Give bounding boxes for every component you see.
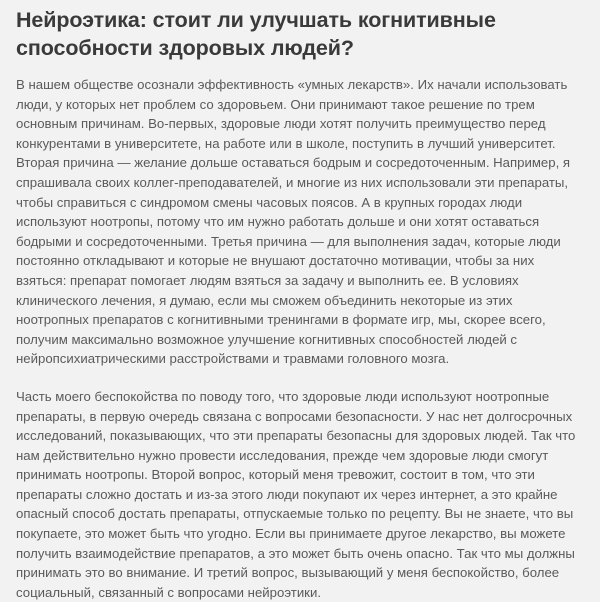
article-paragraph-1: В нашем обществе осознали эффективность «умных лекарств». Их начали использовать люди, у которых нет проблем со здоровьем. Они принимают такое решение по трем основным причинам. Во-первых, здоровые люди хотят получить преимущество перед конкурентами в университете, на работе или в школе, поступить в лучший университет. Вторая причина — желание дольше оставаться бодрым и сосредоточенным. Например, я спрашивала своих коллег-преподавателей, и многие из них использовали эти препараты, чтобы справиться с синдромом смены часовых поясов. А в крупных городах люди используют ноотропы, потому что им нужно работать дольше и они хотят оставаться бодрыми и сосредоточенными. Третья причина — для выполнения задач, которые люди постоянно откладывают и которые не внушают достаточно мотивации, чтобы за них взяться: препарат помогает людям взяться за задачу и выполнить ее. В условиях клинического лечения, я думаю, если мы сможем объединить некоторые из этих ноотропных препаратов с когнитивными тренингами в формате игр, мы, скорее всего, получим максимально возможное улучшение когнитивных способностей людей с нейропсихиатрическими расстройствами и травмами головного мозга. (16, 77, 571, 367)
article-title: Нейроэтика: стоит ли улучшать когнитивные способности здоровых людей? (16, 8, 496, 60)
article-paragraph-2: Часть моего беспокойства по поводу того, что здоровые люди используют ноотропные препараты, в первую очередь связана с вопросами безопасности. У нас нет долгосрочных исследований, показывающих, что эти препараты безопасны для здоровых людей. Так что нам действительно нужно провести исследования, прежде чем здоровые люди смогут принимать ноотропы. Второй вопрос, который меня тревожит, состоит в том, что эти препараты сложно достать и из-за этого люди покупают их через интернет, а это крайне опасный способ достать препараты, отпускаемые только по рецепту. Вы не знаете, что вы покупаете, это может быть что угодно. Если вы принимаете другое лекарство, вы можете получить взаимодействие препаратов, а это может быть очень опасно. Так что мы должны принимать это во внимание. И третий вопрос, вызывающий у меня беспокойство, более социальный, связанный с вопросами нейроэтики. (16, 388, 576, 600)
